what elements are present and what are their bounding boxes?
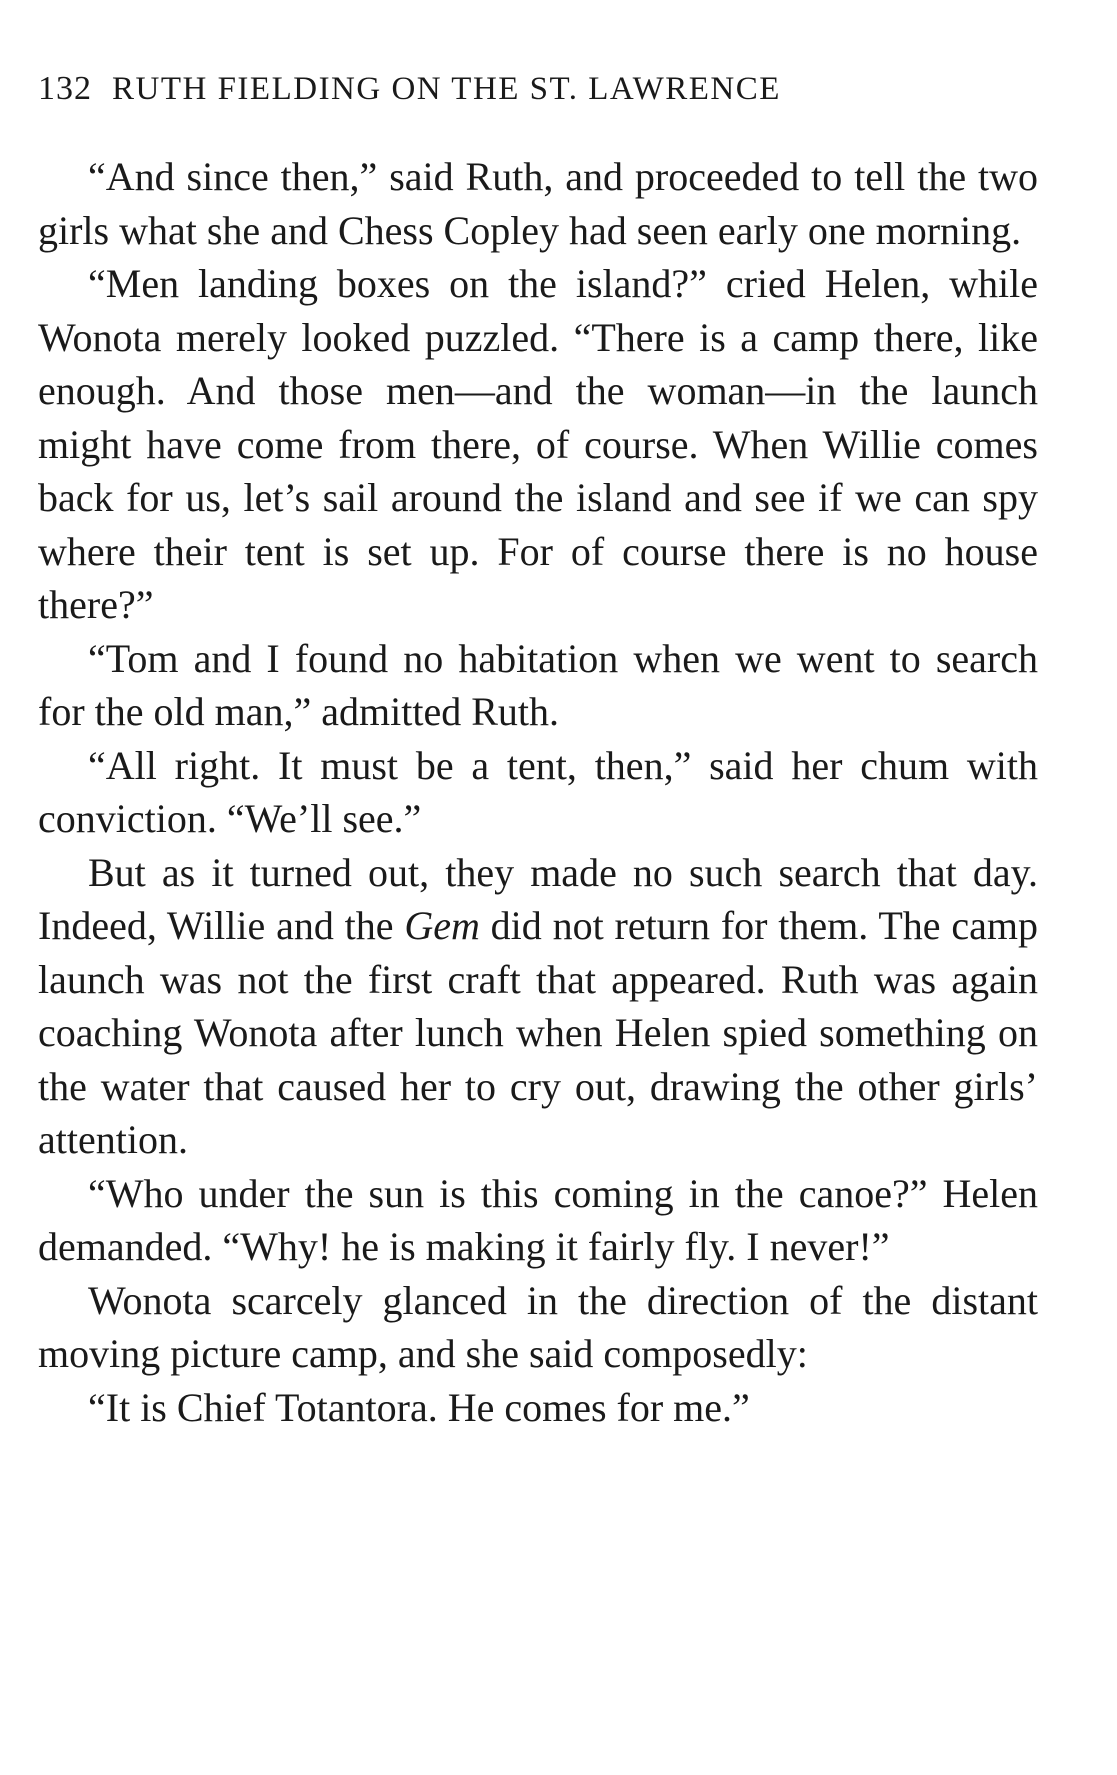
running-title: RUTH FIELDING ON THE ST. LAWRENCE — [112, 71, 781, 107]
paragraph-6: “Who under the sun is this coming in the canoe?” Helen demanded. “Why! he is making it fairly fly. I never!” — [38, 1170, 1038, 1269]
paragraph-8: “It is Chief Totantora. He comes for me.” — [88, 1384, 750, 1430]
paragraph-5-after: did not return for them. The camp launch was not the first craft that appeared. Ruth was again coaching Wonota after lunch when Helen spied something on the water that caused her to cry out, drawing the other girls’ attention. — [38, 903, 1038, 1162]
boat-name-italic: Gem — [404, 903, 480, 948]
paragraph-5-before: But as it turned out, they made no such search that day. Indeed, Willie and the — [38, 849, 1038, 948]
book-page — [38, 70, 1038, 1434]
body-text — [38, 150, 1038, 1434]
paragraph-1: “And since then,” said Ruth, and proceeded to tell the two girls what she and Chess Copley had seen early one morning. — [38, 154, 1038, 253]
paragraph-2: “Men landing boxes on the island?” cried Helen, while Wonota merely looked puzzled. “There is a camp there, like enough. And those men—and the woman—in the launch might have come from there, of course. When Willie comes back for us, let’s sail around the island and see if we can spy where their tent is set up. For of course there is no house there?” — [38, 261, 1038, 627]
paragraph-7: Wonota scarcely glanced in the direction of the distant moving picture camp, and she said composedly: — [38, 1277, 1038, 1376]
paragraph-5 — [38, 846, 1038, 1167]
paragraph-3: “Tom and I found no habitation when we went to search for the old man,” admitted Ruth. — [38, 635, 1038, 734]
paragraph-4: “All right. It must be a tent, then,” said her chum with conviction. “We’ll see.” — [38, 742, 1038, 841]
page-number: 132 — [38, 70, 92, 107]
running-head — [38, 70, 1038, 132]
